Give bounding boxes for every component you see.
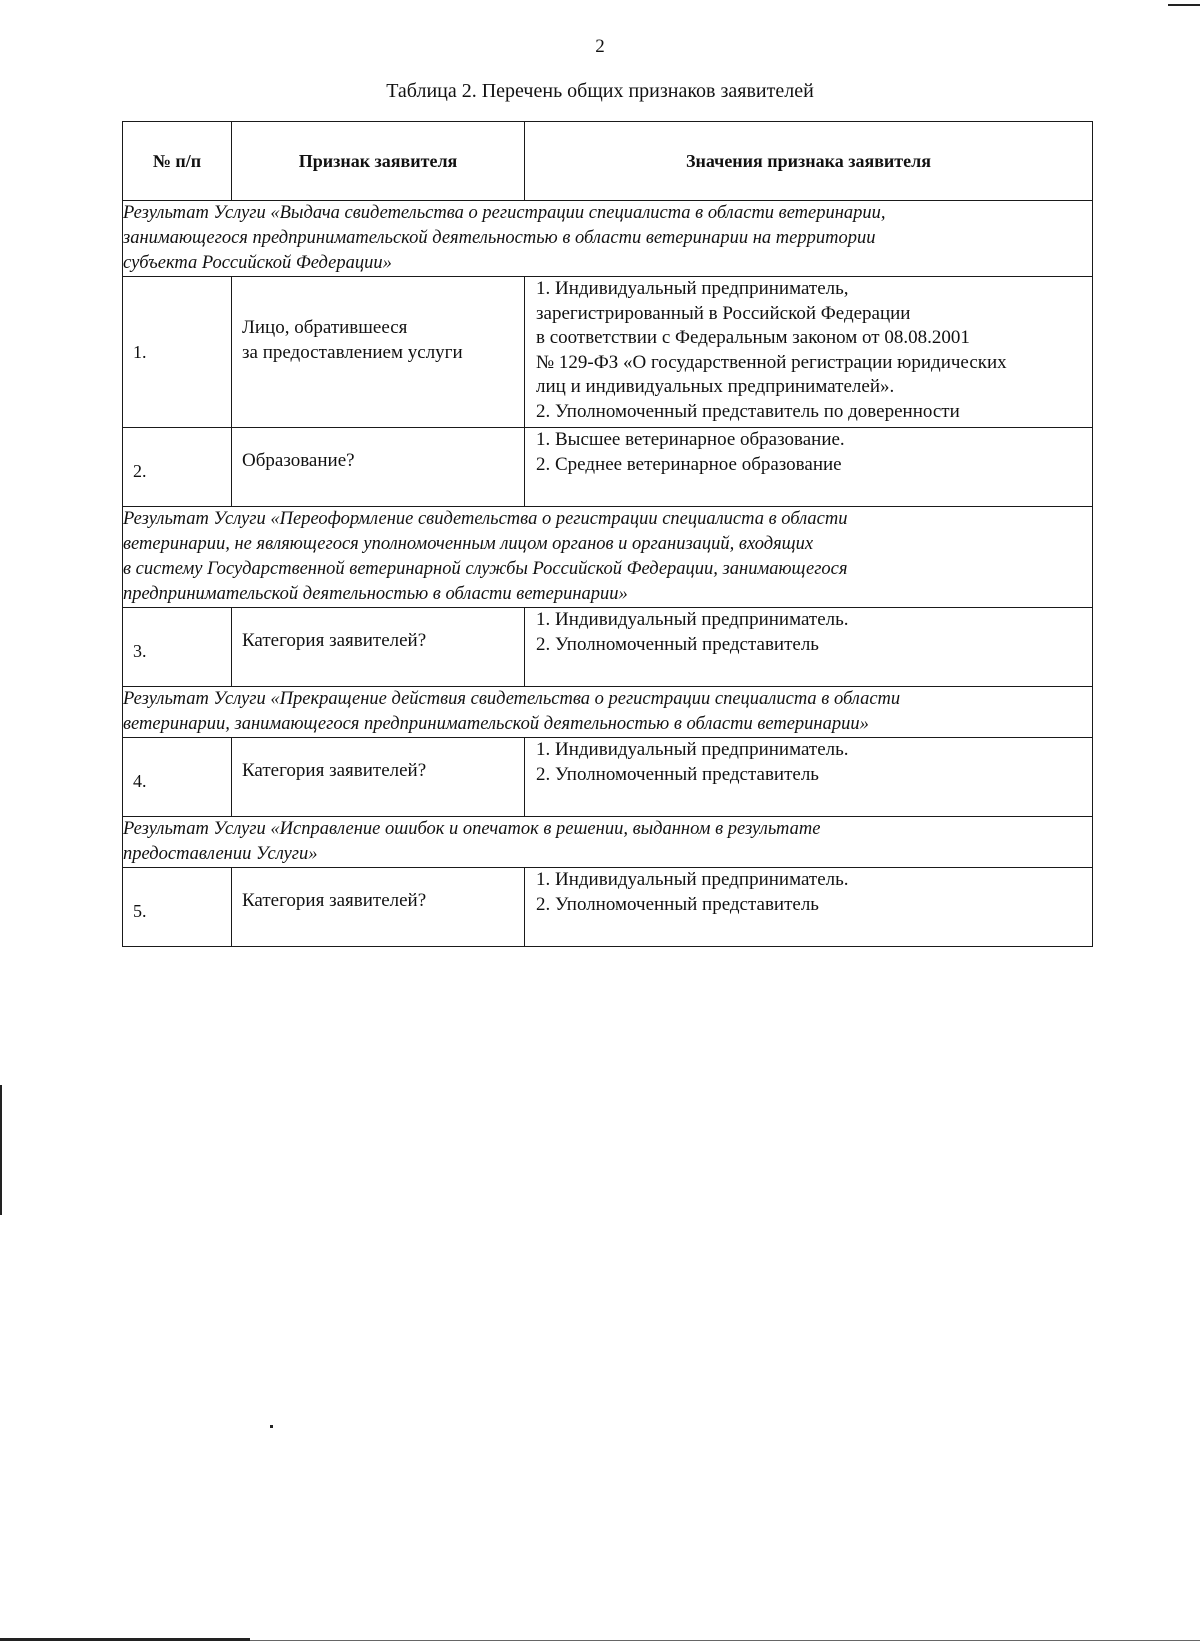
row-number: 2.	[123, 428, 232, 507]
table-row	[123, 428, 1093, 507]
row-number: 4.	[123, 738, 232, 817]
header-attribute: Признак заявителя	[232, 122, 525, 201]
section-row	[123, 687, 1093, 738]
row-number: 5.	[123, 868, 232, 947]
table-row	[123, 738, 1093, 817]
table-row	[123, 277, 1093, 428]
section-title: Результат Услуги «Прекращение действия свидетельства о регистрации специалиста в области ветеринарии, занимающегося предпринимательской деятельностью в области ветеринарии»	[123, 687, 1093, 738]
section-row	[123, 817, 1093, 868]
scan-speck	[270, 1425, 273, 1428]
table-header-row	[123, 122, 1093, 201]
scan-edge-line	[0, 1638, 250, 1641]
header-values: Значения признака заявителя	[525, 122, 1093, 201]
row-attribute: Категория заявителей?	[232, 868, 525, 947]
row-attribute: Лицо, обратившееся за предоставлением услуги	[232, 277, 525, 428]
page-number: 2	[595, 36, 605, 57]
section-title: Результат Услуги «Переоформление свидетельства о регистрации специалиста в области ветеринарии, не являющегося уполномоченным лицом органов и организаций, входящих в систему Государственной ветеринарной службы Российской Федерации, занимающегося предпринимательской деятельностью в области ветеринарии»	[123, 507, 1093, 608]
scan-edge-line	[250, 1640, 1200, 1641]
row-values: 1. Индивидуальный предприниматель. 2. Уполномоченный представитель	[525, 738, 1093, 817]
header-number: № п/п	[123, 122, 232, 201]
row-attribute: Категория заявителей?	[232, 738, 525, 817]
applicant-attributes-table	[122, 121, 1093, 947]
section-title: Результат Услуги «Выдача свидетельства о регистрации специалиста в области ветеринарии, занимающегося предпринимательской деятельностью в области ветеринарии на территории субъекта Российской Федерации»	[123, 201, 1093, 277]
row-values: 1. Индивидуальный предприниматель. 2. Уполномоченный представитель	[525, 608, 1093, 687]
row-values: 1. Высшее ветеринарное образование. 2. Среднее ветеринарное образование	[525, 428, 1093, 507]
section-row	[123, 507, 1093, 608]
table-title: Таблица 2. Перечень общих признаков заявителей	[386, 80, 814, 102]
table-row	[123, 608, 1093, 687]
section-row	[123, 201, 1093, 277]
table-row	[123, 868, 1093, 947]
row-attribute: Категория заявителей?	[232, 608, 525, 687]
section-title: Результат Услуги «Исправление ошибок и опечаток в решении, выданном в результате предоставлении Услуги»	[123, 817, 1093, 868]
row-number: 1.	[123, 277, 232, 428]
row-values: 1. Индивидуальный предприниматель, зарегистрированный в Российской Федерации в соответствии с Федеральным законом от 08.08.2001 № 129-ФЗ «О государственной регистрации юридических лиц и индивидуальных предпринимателей». 2. Уполномоченный представитель по доверенности	[525, 277, 1093, 428]
row-number: 3.	[123, 608, 232, 687]
scan-edge-line	[1168, 4, 1200, 6]
row-values: 1. Индивидуальный предприниматель. 2. Уполномоченный представитель	[525, 868, 1093, 947]
row-attribute: Образование?	[232, 428, 525, 507]
scan-edge-line	[0, 1085, 2, 1215]
